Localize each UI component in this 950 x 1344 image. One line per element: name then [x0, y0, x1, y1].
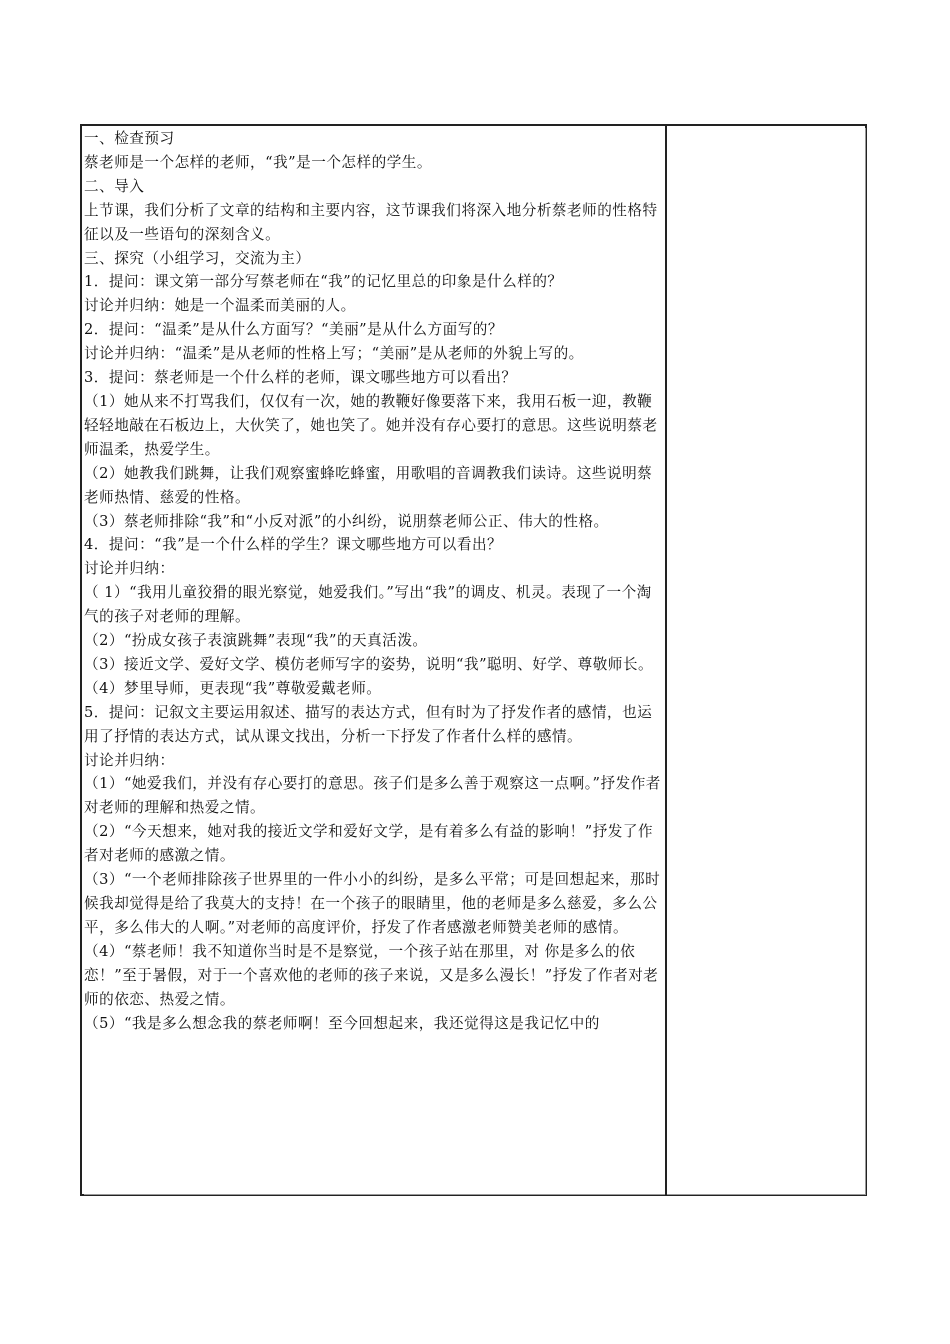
question-4: 4．提问：“我”是一个什么样的学生？课文哪些地方可以看出？ — [84, 536, 503, 554]
answer-5-item-5: （5）“我是多么想念我的蔡老师啊！至今回想起来，我还觉得这是我记忆中的 — [84, 1014, 600, 1032]
answer-4-item-2: （2）“扮成女孩子表演跳舞”表现“我”的天真活泼。 — [84, 632, 428, 650]
section-heading-explore: 三、探究（小组学习，交流为主） — [84, 249, 311, 267]
answer-1: 讨论并归纳：她是一个温柔而美丽的人。 — [84, 297, 356, 315]
question-1: 1．提问：课文第一部分写蔡老师在“我”的记忆里总的印象是什么样的？ — [84, 273, 563, 291]
answer-5-label: 讨论并归纳： — [84, 751, 175, 769]
answer-4-label: 讨论并归纳： — [84, 560, 175, 578]
answer-3-item-3: （3）蔡老师排除“我”和“小反对派”的小纠纷，说朋蔡老师公正、伟大的性格。 — [84, 512, 609, 530]
answer-5-item-4: （4）“蔡老师！我不知道你当时是不是察觉，一个孩子站在那里，对 你是多么的依恋！”至于暑假，对于一个喜欢他的老师的孩子来说，又是多么漫长！”抒发了作者对老师的依恋、热爱之情。 — [84, 942, 659, 1008]
answer-5-item-2: （2）“今天想来，她对我的接近文学和爱好文学，是有着多么有益的影响！”抒发了作者对老师的感激之情。 — [84, 823, 654, 865]
question-2: 2．提问：“温柔”是从什么方面写？“美丽”是从什么方面写的？ — [84, 321, 503, 339]
answer-4-item-4: （4）梦里导师，更表现“我”尊敬爱戴老师。 — [84, 679, 382, 697]
answer-2: 讨论并归纳：“温柔”是从老师的性格上写；“美丽”是从老师的外貌上写的。 — [84, 345, 584, 363]
notes-column-cell — [667, 126, 865, 1194]
section-heading-intro: 二、导入 — [84, 177, 145, 195]
answer-3-item-2: （2）她教我们跳舞，让我们观察蜜蜂吃蜂蜜，用歌唱的音调教我们读诗。这些说明蔡老师热情、慈爱的性格。 — [84, 464, 653, 506]
paragraph: 蔡老师是一个怎样的老师，“我”是一个怎样的学生。 — [84, 153, 432, 171]
section-heading-review: 一、检查预习 — [84, 130, 175, 147]
question-5: 5．提问：记叙文主要运用叙述、描写的表达方式，但有时为了抒发作者的感情，也运用了抒情的表达方式，试从课文找出，分析一下抒发了作者什么样的感情。 — [84, 703, 653, 745]
lesson-content-cell — [84, 127, 664, 1035]
answer-4-item-1: （ 1）“我用儿童狡猾的眼光察觉，她爱我们。”写出“我”的调皮、机灵。表现了一个淘气的孩子对老师的理解。 — [84, 584, 652, 626]
answer-5-item-3: （3）“一个老师排除孩子世界里的一件小小的纠纷，是多么平常；可是回想起来，那时候我却觉得是给了我莫大的支持！在一个孩子的眼睛里，他的老师是多么慈爱，多么公平，多么伟大的人啊。”对老师的高度评价，抒发了作者感激老师赞美老师的感情。 — [84, 871, 661, 936]
question-3: 3．提问：蔡老师是一个什么样的老师，课文哪些地方可以看出？ — [84, 369, 517, 387]
answer-3-item-1: （1）她从来不打骂我们，仅仅有一次，她的教鞭好像要落下来，我用石板一迎，教鞭轻轻地敲在石板边上，大伙笑了，她也笑了。她并没有存心要打的意思。这些说明蔡老师温柔，热爱学生。 — [84, 392, 658, 458]
answer-5-item-1: （1）“她爱我们，并没有存心要打的意思。孩子们是多么善于观察这一点啊。”抒发作者对老师的理解和热爱之情。 — [84, 775, 661, 817]
answer-4-item-3: （3）接近文学、爱好文学、模仿老师写字的姿势，说明“我”聪明、好学、尊敬师长。 — [84, 655, 654, 673]
paragraph: 上节课，我们分析了文章的结构和主要内容，这节课我们将深入地分析蔡老师的性格特征以及一些语句的深刻含义。 — [84, 201, 658, 243]
